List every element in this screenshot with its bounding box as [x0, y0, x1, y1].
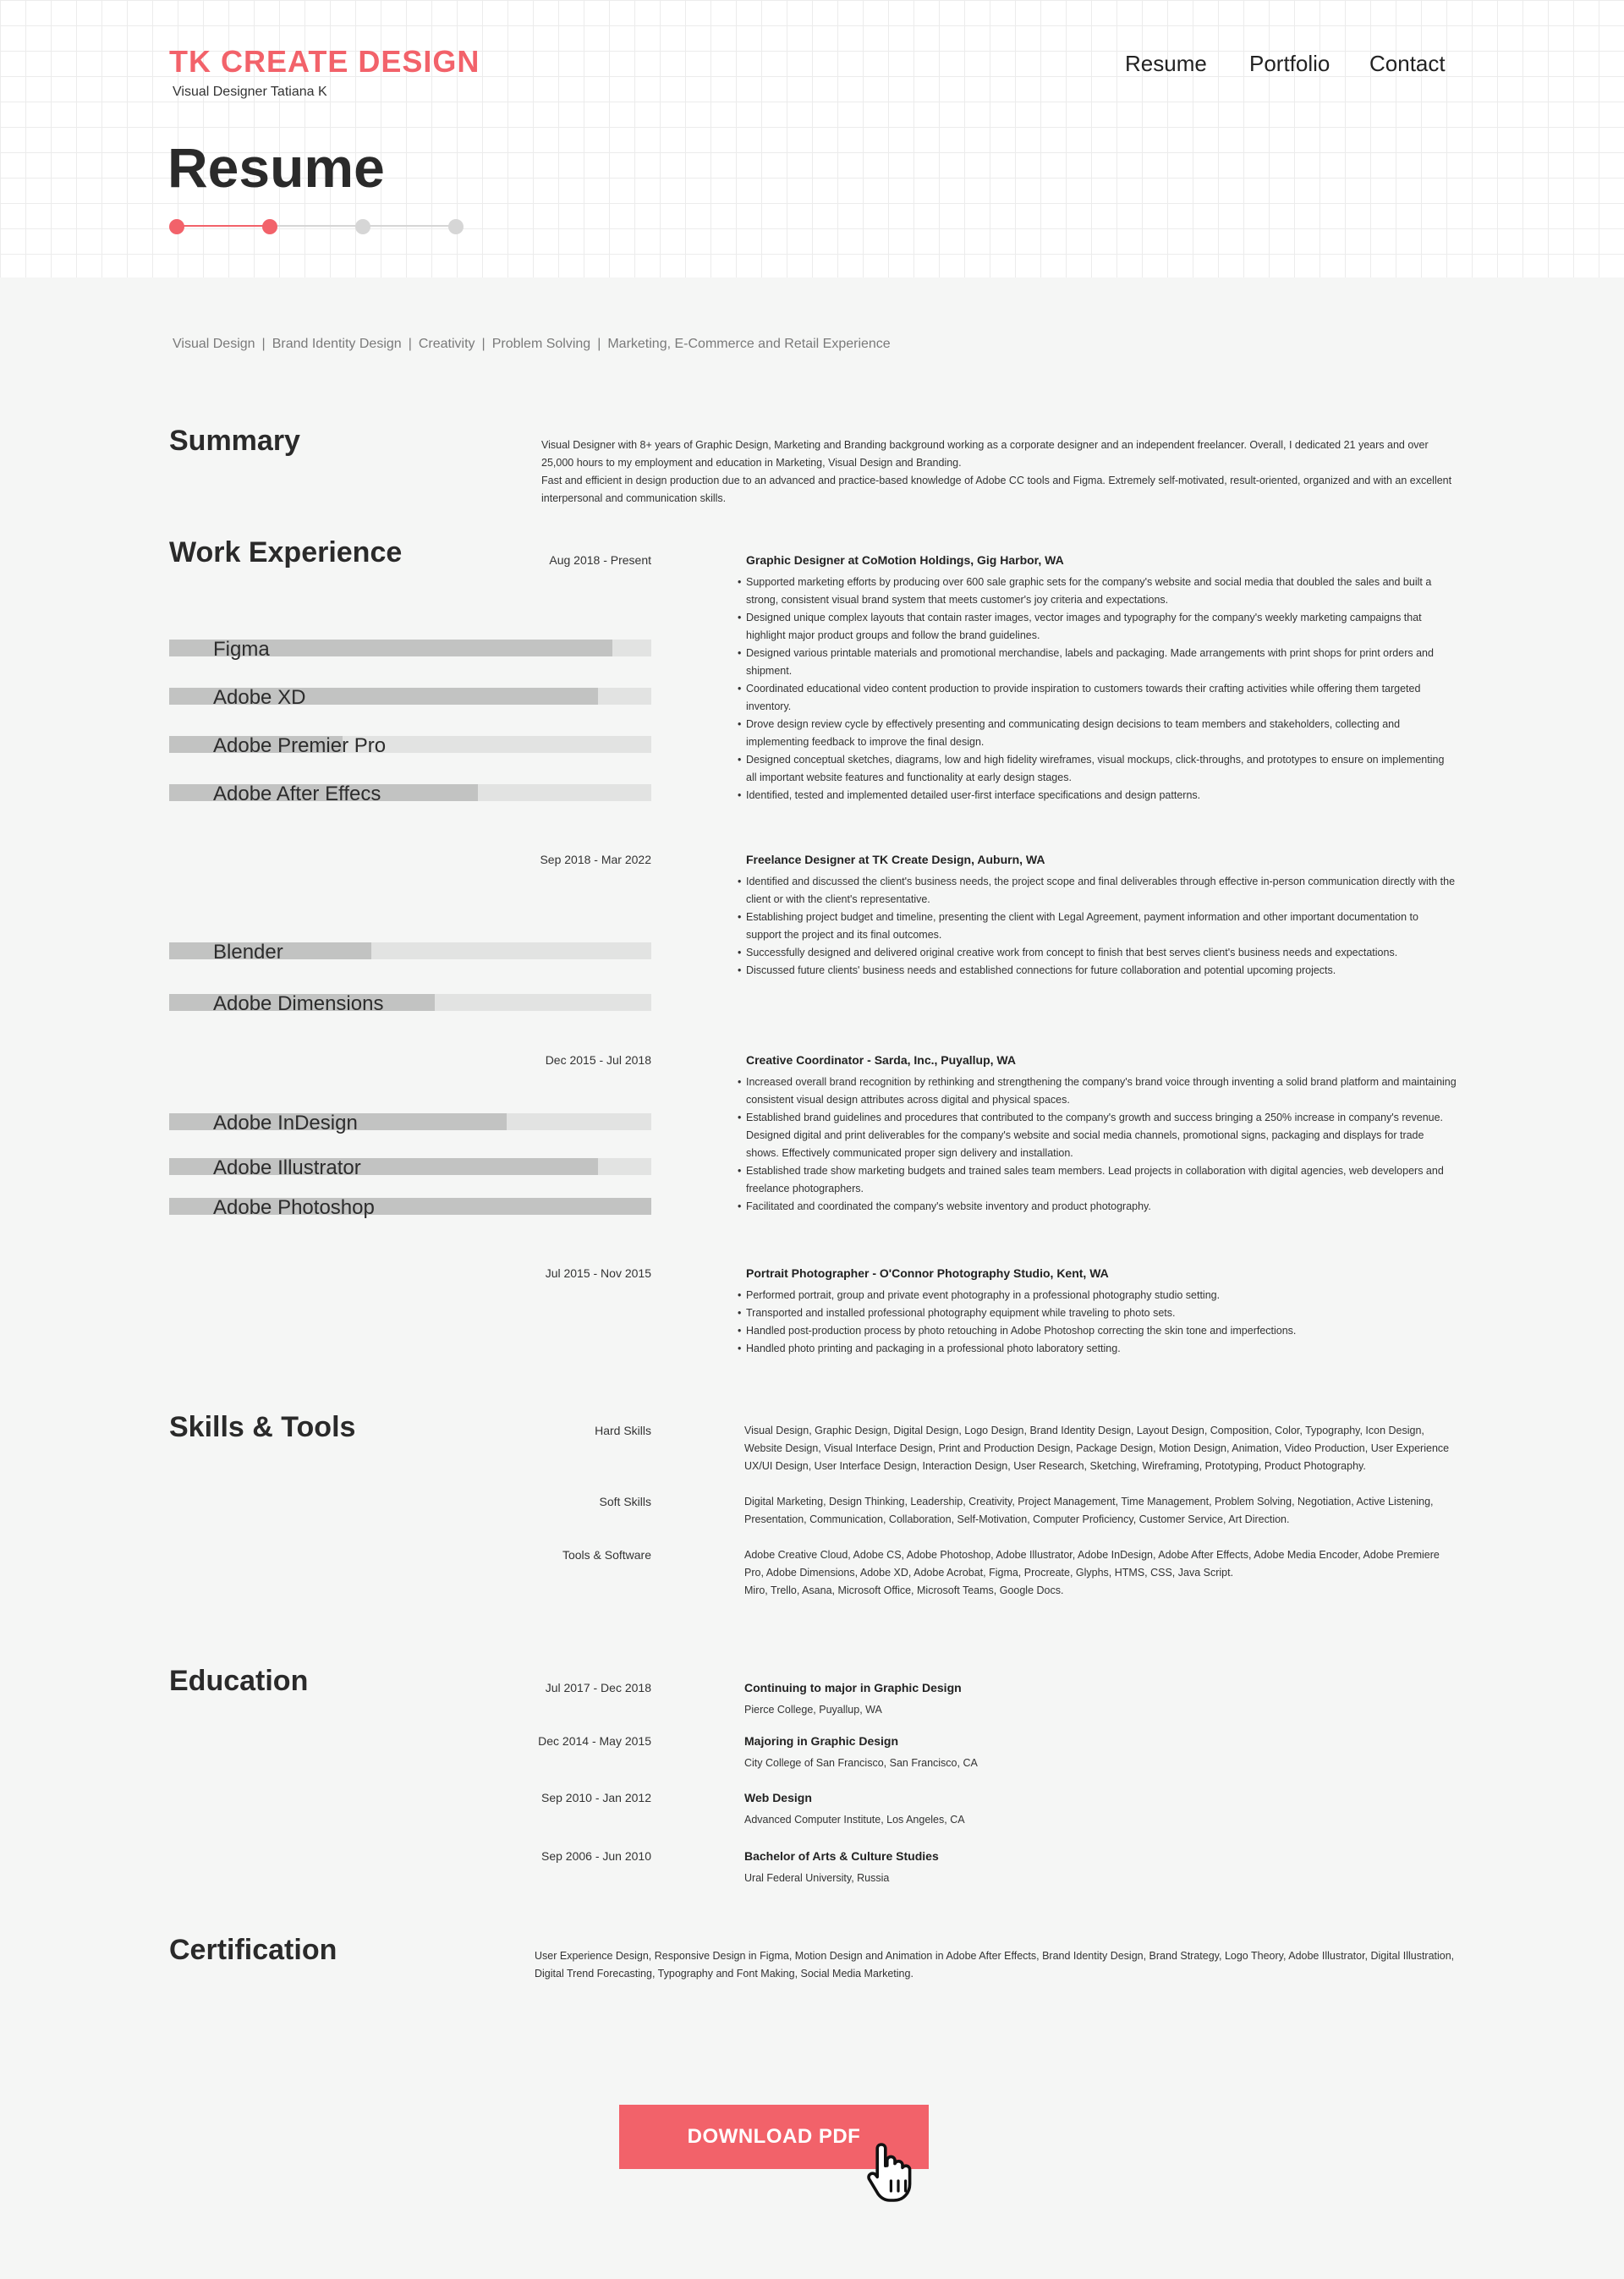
brand-subtitle: Visual Designer Tatiana K [173, 85, 327, 99]
education-heading: Education [169, 1665, 309, 1697]
stepper-line [363, 225, 456, 227]
job-bullet: • Handled post-production process by photo retouching in Adobe Photoshop correcting the skin tone and imperfections. [746, 1322, 1457, 1340]
job-title: Creative Coordinator - Sarda, Inc., Puyallup, WA [746, 1053, 1016, 1067]
tool-name: Adobe Illustrator [213, 1156, 361, 1179]
hand-pointer-icon [864, 2140, 919, 2205]
stepper-dot [262, 219, 277, 234]
progress-stepper [169, 217, 465, 234]
hard-skills-text: Visual Design, Graphic Design, Digital Design, Logo Design, Brand Identity Design, Layout Design, Composition, Color, Typography, Icon Design, Website Design, Visual Interface Design, Print and Production Design, Package Design, Motion Design, Animation, Video Production, User Experience UX/UI Design, User Interface Design, Interaction Design, User Research, Sketching, Wireframing, Prototyping, Product Photography. [744, 1425, 1450, 1472]
job-bullet: • Discussed future clients' business needs and established connections for future collaboration and potential upcoming projects. [746, 962, 1457, 980]
tools-software-paragraph-1: Adobe Creative Cloud, Adobe CS, Adobe Photoshop, Adobe Illustrator, Adobe InDesign, Adobe After Effects, Adobe Media Encoder, Adobe Premiere Pro, Adobe Dimensions, Adobe XD, Adobe Acrobat, Figma, Procreate, Glyphs, HTMS, CSS, Java Script. [744, 1549, 1440, 1579]
work-experience-heading: Work Experience [169, 536, 403, 568]
stepper-line [270, 225, 363, 227]
job-bullet: • Drove design review cycle by effectively presenting and communicating design decisions to team members and stakeholders, collecting and implementing feedback to improve the final design. [746, 716, 1457, 751]
stepper-dot [169, 219, 184, 234]
job-bullet: • Established brand guidelines and procedures that contributed to the company's growth and success bringing a 250% increase in company's revenue. Designed digital and print deliverables for the company's website and social media channels, promotional signs, packaging and displays for trade shows. Effectively communicated proper sign delivery and installation. [746, 1109, 1457, 1162]
job-bullet: • Designed various printable materials and promotional merchandise, labels and packaging. Made arrangements with print shops for print orders and shipment. [746, 645, 1457, 680]
job-bullet: • Established trade show marketing budgets and trained sales team members. Lead projects in collaboration with digital agencies, web developers and freelance photographers. [746, 1162, 1457, 1198]
keyword-separator: | [408, 337, 412, 351]
brand-logo[interactable]: TK CREATE DESIGN [169, 44, 480, 79]
tool-name: Adobe Premier Pro [213, 734, 387, 757]
skills-tools-heading: Skills & Tools [169, 1411, 356, 1443]
hard-skills-label: Hard Skills [595, 1424, 651, 1437]
certification-text: User Experience Design, Responsive Design in Figma, Motion Design and Animation in Adobe After Effects, Brand Identity Design, Brand Strategy, Logo Theory, Adobe Illustrator, Digital Illustration, Digital Trend Forecasting, Typography and Font Making, Social Media Marketing. [535, 1950, 1455, 1980]
job-bullet: • Successfully designed and delivered original creative work from concept to finish that best serves client's business needs and expectations. [746, 944, 1457, 962]
tool-name: Adobe Photoshop [213, 1196, 375, 1219]
keyword-separator: | [481, 337, 486, 351]
education-date: Sep 2010 - Jan 2012 [541, 1791, 651, 1804]
tools-software-label: Tools & Software [562, 1548, 651, 1562]
summary-heading: Summary [169, 425, 300, 457]
education-date: Sep 2006 - Jun 2010 [541, 1849, 651, 1863]
header [0, 0, 1624, 277]
education-school: Pierce College, Puyallup, WA [744, 1704, 882, 1716]
tools-software-text [744, 1546, 1459, 1600]
tool-name: Adobe InDesign [213, 1112, 358, 1134]
job-bullets [746, 574, 1457, 805]
keyword: Creativity [418, 337, 475, 351]
keyword: Brand Identity Design [272, 337, 402, 351]
job-entry [746, 1266, 1457, 1358]
job-bullets [746, 1287, 1457, 1358]
job-bullet: • Supported marketing efforts by producing over 600 sale graphic sets for the company's website and social media that doubled the sales and built a strong, consistent visual brand system that meets customer's joy criteria and expectations. [746, 574, 1457, 609]
job-bullet: • Identified, tested and implemented detailed user-first interface specifications and design patterns. [746, 787, 1457, 805]
soft-skills-label: Soft Skills [599, 1495, 651, 1508]
summary-text [541, 437, 1455, 508]
education-school: Ural Federal University, Russia [744, 1872, 890, 1884]
keyword-separator: | [261, 337, 266, 351]
job-entry [746, 853, 1457, 980]
job-title: Freelance Designer at TK Create Design, Auburn, WA [746, 853, 1045, 866]
tools-software-paragraph-2: Miro, Trello, Asana, Microsoft Office, Microsoft Teams, Google Docs. [744, 1584, 1064, 1596]
keyword: Visual Design [173, 337, 255, 351]
education-title: Bachelor of Arts & Culture Studies [744, 1849, 939, 1863]
education-title: Majoring in Graphic Design [744, 1734, 899, 1748]
job-bullet: • Designed conceptual sketches, diagrams, low and high fidelity wireframes, visual mockups, click-throughs, and prototypes to ensure on implementing all important website features and functionality at early design stages. [746, 751, 1457, 787]
keyword: Marketing, E-Commerce and Retail Experience [607, 337, 891, 351]
summary-paragraph-2: Fast and efficient in design production due to an advanced and practice-based knowledge of Adobe CC tools and Figma. Extremely self-motivated, result-oriented, organized and with an excellent interpersonal and communication skills. [541, 475, 1452, 504]
tool-name: Blender [213, 941, 283, 964]
job-bullet: • Facilitated and coordinated the company's website inventory and product photography. [746, 1198, 1457, 1216]
tool-name: Adobe Dimensions [213, 992, 384, 1015]
stepper-line [177, 225, 270, 227]
tool-name: Adobe After Effecs [213, 783, 381, 805]
job-bullet: • Coordinated educational video content production to provide inspiration to customers towards their crafting activities while offering them targeted inventory. [746, 680, 1457, 716]
job-title: Graphic Designer at CoMotion Holdings, Gig Harbor, WA [746, 553, 1064, 567]
job-bullet: • Designed unique complex layouts that contain raster images, vector images and typography for the company's weekly marketing campaigns that highlight major product groups and follow the brand guidelines. [746, 609, 1457, 645]
job-bullet: • Performed portrait, group and private event photography in a professional photography studio setting. [746, 1287, 1457, 1304]
summary-paragraph-1: Visual Designer with 8+ years of Graphic Design, Marketing and Branding background working as a corporate designer and an independent freelancer. Overall, I dedicated 21 years and over 25,000 hours to my employment and education in Marketing, Visual Design and Branding. [541, 439, 1429, 469]
job-date: Dec 2015 - Jul 2018 [545, 1053, 651, 1067]
stepper-dot [355, 219, 370, 234]
education-title: Web Design [744, 1791, 812, 1804]
education-date: Jul 2017 - Dec 2018 [545, 1681, 651, 1694]
soft-skills-text: Digital Marketing, Design Thinking, Leadership, Creativity, Project Management, Time Management, Problem Solving, Negotiation, Active Listening, Presentation, Communication, Collaboration, Self-Motivation, Computer Proficiency, Customer Service, Art Direction. [744, 1496, 1434, 1525]
job-bullet: • Increased overall brand recognition by rethinking and strengthening the company's brand voice through inventing a solid brand platform and maintaining consistent visual design attributes across digital and physical spaces. [746, 1074, 1457, 1109]
job-bullet: • Identified and discussed the client's business needs, the project scope and final deliverables through effective in-person communication directly with the client or with the client's representative. [746, 873, 1457, 909]
job-date: Aug 2018 - Present [549, 553, 651, 567]
job-bullets [746, 873, 1457, 980]
download-pdf-button[interactable]: DOWNLOAD PDF [619, 2105, 929, 2169]
stepper-dot [448, 219, 464, 234]
job-bullet: • Handled photo printing and packaging in a professional photo laboratory setting. [746, 1340, 1457, 1358]
keyword-list [173, 337, 891, 352]
page-title: Resume [167, 136, 385, 199]
tool-name: Adobe XD [213, 686, 306, 709]
certification-heading: Certification [169, 1934, 337, 1966]
keyword: Problem Solving [491, 337, 591, 351]
job-entry [746, 1053, 1457, 1216]
keyword-separator: | [597, 337, 601, 351]
nav-contact[interactable]: Contact [1369, 51, 1446, 76]
job-date: Sep 2018 - Mar 2022 [540, 853, 651, 866]
education-school: City College of San Francisco, San Francisco, CA [744, 1757, 978, 1769]
job-bullet: • Establishing project budget and timeline, presenting the client with Legal Agreement, payment information and other important documentation to support the project and its final outcomes. [746, 909, 1457, 944]
education-school: Advanced Computer Institute, Los Angeles, CA [744, 1814, 965, 1826]
job-bullets [746, 1074, 1457, 1216]
nav-portfolio[interactable]: Portfolio [1249, 51, 1330, 76]
job-date: Jul 2015 - Nov 2015 [545, 1266, 651, 1280]
job-entry [746, 553, 1457, 805]
education-title: Continuing to major in Graphic Design [744, 1681, 962, 1694]
job-title: Portrait Photographer - O'Connor Photography Studio, Kent, WA [746, 1266, 1109, 1280]
job-bullet: • Transported and installed professional photography equipment while traveling to photo sets. [746, 1304, 1457, 1322]
tool-name: Figma [213, 638, 270, 661]
nav-resume[interactable]: Resume [1125, 51, 1207, 76]
education-date: Dec 2014 - May 2015 [538, 1734, 651, 1748]
